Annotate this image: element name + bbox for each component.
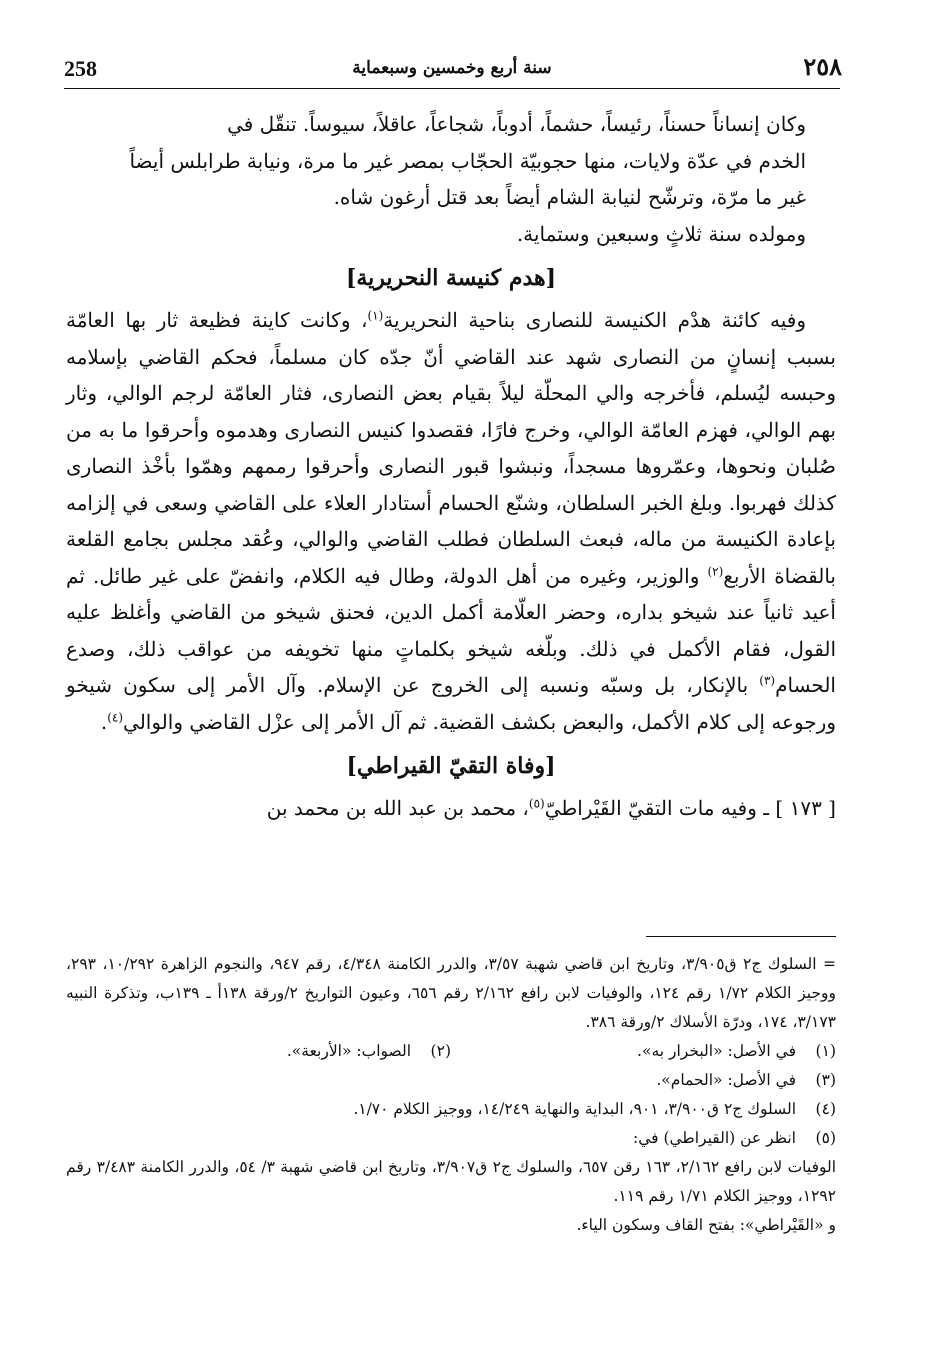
footnote-2 bbox=[66, 1037, 451, 1066]
footnote-3 bbox=[66, 1066, 836, 1095]
text-line: الخدم في عدّة ولايات، منها حجوبيّة الحجّاب بمصر غير ما مرة، ونيابة طرابلس أيضاً bbox=[129, 148, 806, 173]
paragraph-4 bbox=[66, 790, 836, 827]
footnotes bbox=[66, 950, 836, 1240]
text-run: والوزير، وغيره من أهل الدولة، وطال فيه الكلام، وانفضّ على غير طائل. ثم أعيد ثانياً عند شيخو بداره، وحضر العلّامة أكمل الدين، فحنق شيخو من القاضي وأغلظ عليه القول، فقام الأكمل في ذلك. وبلّغه شيخو بكلماتٍ منها تخويفه من عواقب ذلك، وصدع الحسام bbox=[66, 563, 836, 697]
footnote-text: انظر عن (القيراطي) في: bbox=[632, 1129, 796, 1147]
page-header bbox=[64, 52, 840, 89]
footnote-1 bbox=[451, 1037, 836, 1066]
footnote-text: الصواب: «الأربعة». bbox=[286, 1042, 411, 1060]
footnote-pair-1-2 bbox=[66, 1037, 836, 1066]
paragraph-1 bbox=[66, 106, 836, 216]
section-heading-death: [وفاة التقيّ القيراطي] bbox=[346, 753, 556, 779]
footnote-separator bbox=[646, 936, 836, 937]
page-number-latin: 258 bbox=[64, 56, 97, 81]
footnote-number: (٥) bbox=[815, 1129, 836, 1147]
footnote-4 bbox=[66, 1095, 836, 1124]
text-run: وفيه كائنة هدْم الكنيسة للنصارى بناحية النحريرية bbox=[383, 308, 806, 332]
text-run: ، وكانت كاينة فظيعة ثار بها العامّة بسبب إنسانٍ من النصارى شهد عند القاضي أنّ جدّه كان مسلماً، فحكم القاضي بإسلامه وحبسه ليُسلم، فأخرجه والي المحلّة ليلاً بقيام بعض النصارى، فثار العامّة لرجم الوالي، وثار بهم الوالي، فهزم العامّة الوالي، وخرج فارًا، فقصدوا كنيس النصارى وهدموه وأحرقوا ما به من صُلبان ونحوها، وعمّروها مسجداً، ونبشوا قبور النصارى وأحرقوا رممهم وهمّوا بأخْذ النصارى كذلك فهربوا. وبلغ الخبر السلطان، وشنّع الحسام أستادار العلاء على القاضي وسعى في إلزامه بإعادة الكنيسة من ماله، فبعث السلطان فطلب القاضي والوالي، وعُقد مجلس بجامع القلعة بالقضاة الأربع bbox=[66, 308, 836, 588]
footnote-ref-1: (١) bbox=[367, 308, 384, 323]
footnote-text: في الأصل: «البخرار به». bbox=[637, 1042, 796, 1060]
footnote-number: (١) bbox=[815, 1042, 836, 1060]
footnote-5 bbox=[66, 1124, 836, 1153]
section-heading-church: [هدم كنيسة النحريرية] bbox=[345, 265, 557, 291]
text-line: غير ما مرّة، وترشّح لنيابة الشام أيضاً بعد قتل أرغون شاه. bbox=[333, 185, 806, 209]
footnote-text: في الأصل: «الحمام». bbox=[656, 1071, 796, 1089]
text-run: [ ١٧٣ ] ـ وفيه مات التقيّ القَيْراطيّ bbox=[544, 796, 836, 820]
text-line: وكان إنساناً حسناً، رئيساً، حشماً، أدوباً، شجاعاً، عاقلاً، سيوساً. تنقّل في bbox=[227, 112, 806, 136]
footnote-number: (٤) bbox=[815, 1100, 836, 1118]
footnote-ref-4: (٤) bbox=[107, 709, 124, 724]
footnote-text: السلوك ج٢ ق٣/٩٠٠، ٩٠١، البداية والنهاية ١٤/٢٤٩، ووجيز الكلام ١/٧٠. bbox=[353, 1100, 796, 1118]
running-title: سنة أربع وخمسين وسبعماية bbox=[352, 58, 552, 78]
paragraph-3 bbox=[66, 302, 836, 740]
footnote-number: (٢) bbox=[430, 1042, 451, 1060]
text-run: . bbox=[100, 709, 108, 734]
footnote-ref-2: (٢) bbox=[707, 563, 724, 578]
footnote-ref-5: (٥) bbox=[528, 796, 545, 811]
footnote-continuation: = السلوك ج٢ ق٣/٩٠٥، وتاريخ ابن قاضي شهبة ٣/٥٧، والدرر الكامنة ٤/٣٤٨، رقم ٩٤٧، والنجوم الزاهرة ١٠/٢٩٢، ٢٩٣، ووجيز الكلام ١/٧٢ رقم ١٢٤، والوفيات لابن رافع ٢/١٦٢ رقم ٦٥٦، وعيون التواريخ ٢/ورقة ١٣٨أ ـ ١٣٩ب، وتذكرة النبيه ٣/١٧٣، ١٧٤، ودرّة الأسلاك ٢/ورقة ٣٨٦. bbox=[66, 955, 837, 1031]
page-number-arabic: ٢٥٨ bbox=[803, 52, 842, 81]
footnote-5-vocalization: و «القَيْراطي»: بفتح القاف وسكون الياء. bbox=[576, 1216, 836, 1234]
footnote-ref-3: (٣) bbox=[759, 673, 776, 688]
main-text bbox=[66, 106, 836, 827]
text-run: بالإنكار، بل وسبّه ونسبه إلى الخروج عن الإسلام. وآل الأمر إلى سكون شيخو ورجوعه إلى كلام الأكمل، والبعض بكشف القضية. ثم آل الأمر إلى عزْل القاضي والوالي bbox=[66, 673, 836, 734]
text-run: ، محمد بن عبد الله بن محمد بن bbox=[266, 796, 529, 820]
paragraph-2: ومولده سنة ثلاثٍ وسبعين وستماية. bbox=[516, 221, 806, 246]
footnote-number: (٣) bbox=[815, 1071, 836, 1089]
footnote-5-sources: الوفيات لابن رافع ٢/١٦٢، ١٦٣ رقن ٦٥٧، والسلوك ج٢ ق٣/٩٠٧، وتاريخ ابن قاضي شهبة ٣/ ٥٤، والدرر الكامنة ٣/٤٨٣ رقم ١٢٩٢، ووجيز الكلام ١/٧١ رقم ١١٩. bbox=[66, 1158, 837, 1205]
